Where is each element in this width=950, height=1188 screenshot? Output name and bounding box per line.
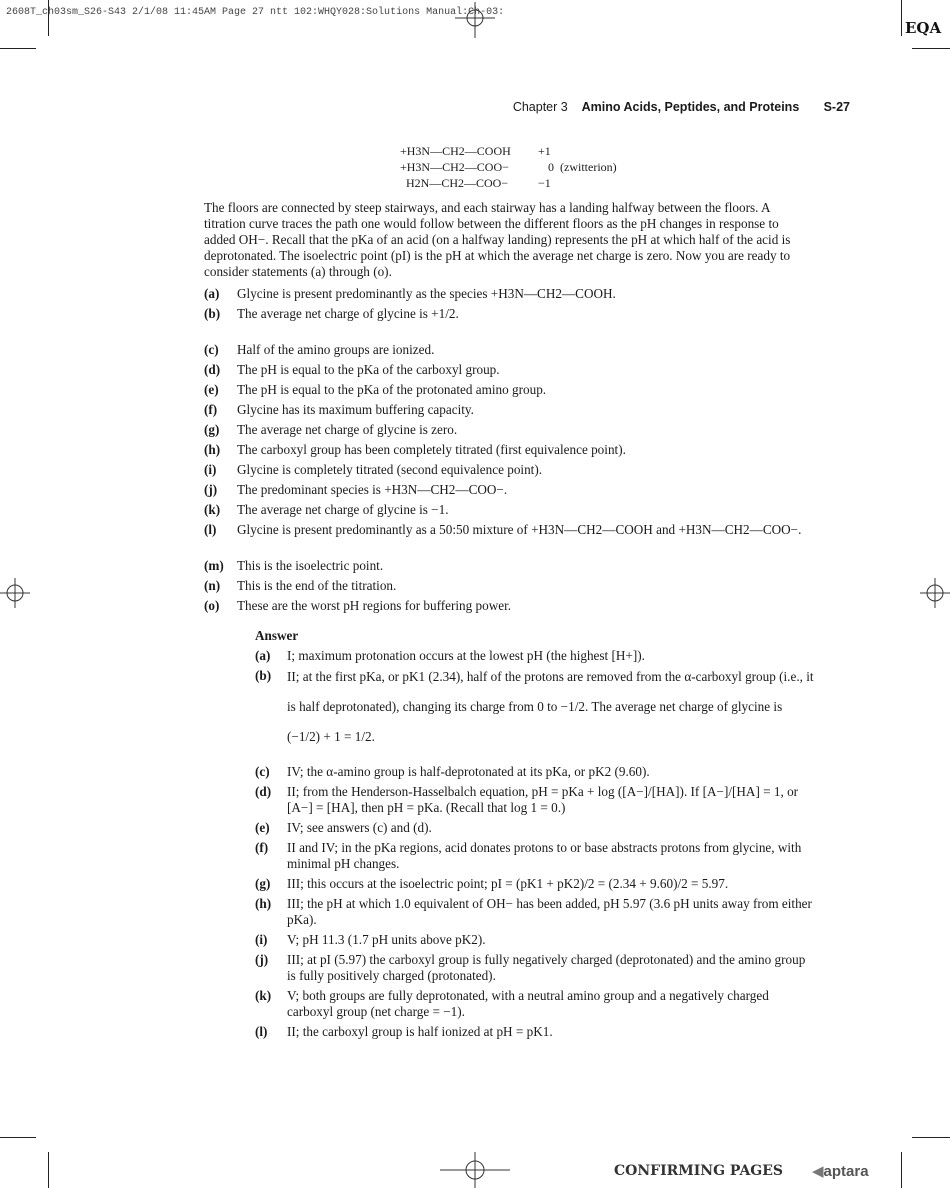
statement-text: The average net charge of glycine is +1/2. xyxy=(237,306,459,321)
answer-heading: Answer xyxy=(255,628,299,643)
statement-text: The pH is equal to the pKa of the carboxyl group. xyxy=(237,362,500,377)
statement-text: Glycine is completely titrated (second equivalence point). xyxy=(237,462,543,477)
species-charge: +1 xyxy=(538,144,551,158)
statement-text: Glycine has its maximum buffering capacity. xyxy=(237,402,474,417)
answer-text: III; at pI (5.97) the carboxyl group is fully negatively charged (deprotonated) and the amino group is fully positively charged (protonated). xyxy=(287,952,806,983)
aptara-logo xyxy=(812,1162,869,1180)
statement-label: (a) xyxy=(204,286,220,301)
species-charge: −1 xyxy=(538,176,551,190)
statement-text: These are the worst pH regions for buffering power. xyxy=(237,598,512,613)
answer-text: V; pH 11.3 (1.7 pH units above pK2). xyxy=(287,932,486,947)
statement-label: (h) xyxy=(204,442,221,457)
answer-text: I; maximum protonation occurs at the lowest pH (the highest [H+]). xyxy=(287,648,645,663)
statement-text: This is the end of the titration. xyxy=(237,578,397,593)
answer-label: (d) xyxy=(255,784,272,799)
answer-label: (j) xyxy=(255,952,269,967)
statement-label: (i) xyxy=(204,462,217,477)
answer-text: II; the carboxyl group is half ionized at pH = pK1. xyxy=(287,1024,553,1039)
answer-label: (f) xyxy=(255,840,269,855)
page-number: S-27 xyxy=(823,100,850,114)
statement-label: (m) xyxy=(204,558,224,573)
answer-label: (a) xyxy=(255,648,271,663)
species-formula: +H3N—CH2—COOH xyxy=(400,144,511,158)
answer-label: (k) xyxy=(255,988,272,1003)
registration-mark-icon xyxy=(440,1152,510,1188)
statement-text: The pH is equal to the pKa of the protonated amino group. xyxy=(237,382,547,397)
answer-text: IV; the α-amino group is half-deprotonated at its pKa, or pK2 (9.60). xyxy=(287,764,650,779)
crop-mark xyxy=(901,0,902,36)
crop-mark xyxy=(48,1152,49,1188)
answer-text: III; this occurs at the isoelectric point; pI = (pK1 + pK2)/2 = (2.34 + 9.60)/2 = 5.97. xyxy=(287,876,729,891)
chapter-number: Chapter 3 xyxy=(512,100,568,114)
answer-label: (b) xyxy=(255,668,272,683)
statement-text: Half of the amino groups are ionized. xyxy=(237,342,435,357)
answer-text: IV; see answers (c) and (d). xyxy=(287,820,432,835)
statement-text: Glycine is present predominantly as a 50:50 mixture of +H3N—CH2—COOH and +H3N—CH2—COO−. xyxy=(237,522,802,537)
answer-text: II; from the Henderson-Hasselbalch equation, pH = pKa + log ([A−]/[HA]). If [A−]/[HA] = 1, or [A−] = [HA], then pH = pKa. (Recall that log 1 = 0.) xyxy=(287,784,799,815)
statement-label: (o) xyxy=(204,598,220,613)
answer-text: II; at the first pKa, or pK1 (2.34), half of the protons are removed from the α-carboxyl group (i.e., it is half deprotonated), changing its charge from 0 to −1/2. The average net charge of glycine is (−1/2) + 1 = 1/2. xyxy=(287,669,814,744)
species-note: (zwitterion) xyxy=(560,160,617,174)
crop-mark xyxy=(48,0,49,36)
statement-label: (b) xyxy=(204,306,221,321)
statement-label: (k) xyxy=(204,502,221,517)
confirming-pages-label: CONFIRMING PAGES xyxy=(614,1163,784,1179)
statement-text: Glycine is present predominantly as the species +H3N—CH2—COOH. xyxy=(237,286,616,301)
statement-text: The predominant species is +H3N—CH2—COO−. xyxy=(237,482,508,497)
statement-label: (g) xyxy=(204,422,220,437)
aptara-label: aptara xyxy=(823,1163,869,1180)
answer-text: III; the pH at which 1.0 equivalent of OH− has been added, pH 5.97 (3.6 pH units away from either pKa). xyxy=(287,896,812,927)
answer-label: (i) xyxy=(255,932,268,947)
crop-mark xyxy=(901,1152,902,1188)
statement-label: (f) xyxy=(204,402,218,417)
crop-mark xyxy=(912,1137,950,1138)
statement-text: The average net charge of glycine is zero. xyxy=(237,422,458,437)
statement-label: (l) xyxy=(204,522,217,537)
answer-label: (h) xyxy=(255,896,272,911)
registration-mark-icon xyxy=(920,578,950,608)
statement-text: The average net charge of glycine is −1. xyxy=(237,502,449,517)
species-charge: 0 xyxy=(548,160,554,174)
eqa-mark: EQA xyxy=(905,19,942,37)
answer-label: (g) xyxy=(255,876,271,891)
species-formula: H2N—CH2—COO− xyxy=(406,176,509,190)
species-formula: +H3N—CH2—COO− xyxy=(400,160,509,174)
answer-label: (e) xyxy=(255,820,270,835)
statement-label: (j) xyxy=(204,482,218,497)
statement-label: (e) xyxy=(204,382,219,397)
slug-line: 2608T_ch03sm_S26-S43 2/1/08 11:45AM Page 27 ntt 102:WHQY028:Solutions Manual:Ch-03: xyxy=(6,7,505,18)
statement-text: The carboxyl group has been completely titrated (first equivalence point). xyxy=(237,442,626,457)
answer-label: (c) xyxy=(255,764,270,779)
answer-text: V; both groups are fully deprotonated, with a neutral amino group and a negatively charged carboxyl group (net charge = −1). xyxy=(287,988,769,1019)
chapter-title: Amino Acids, Peptides, and Proteins xyxy=(581,100,800,114)
statement-text: This is the isoelectric point. xyxy=(237,558,384,573)
statement-label: (n) xyxy=(204,578,221,593)
statement-label: (d) xyxy=(204,362,221,377)
registration-mark-icon xyxy=(0,578,30,608)
statement-label: (c) xyxy=(204,342,219,357)
running-header xyxy=(513,100,850,114)
crop-mark xyxy=(0,1137,36,1138)
aptara-arrow-icon: ◀ xyxy=(812,1163,824,1180)
answer-label: (l) xyxy=(255,1024,268,1039)
answer-text: II and IV; in the pKa regions, acid donates protons to or base abstracts protons from glycine, with minimal pH changes. xyxy=(287,840,802,871)
crop-mark xyxy=(0,48,36,49)
crop-mark xyxy=(912,48,950,49)
intro-paragraph: The floors are connected by steep stairways, and each stairway has a landing halfway between the floors. A titration curve traces the path one would follow between the different floors as the pH changes in response to added OH−. Recall that the pKa of an acid (on a halfway landing) represents the pH at which half of the acid is deprotonated. The isoelectric point (pI) is the pH at which the average net charge is zero. Now you are ready to consider statements (a) through (o). xyxy=(204,200,791,279)
